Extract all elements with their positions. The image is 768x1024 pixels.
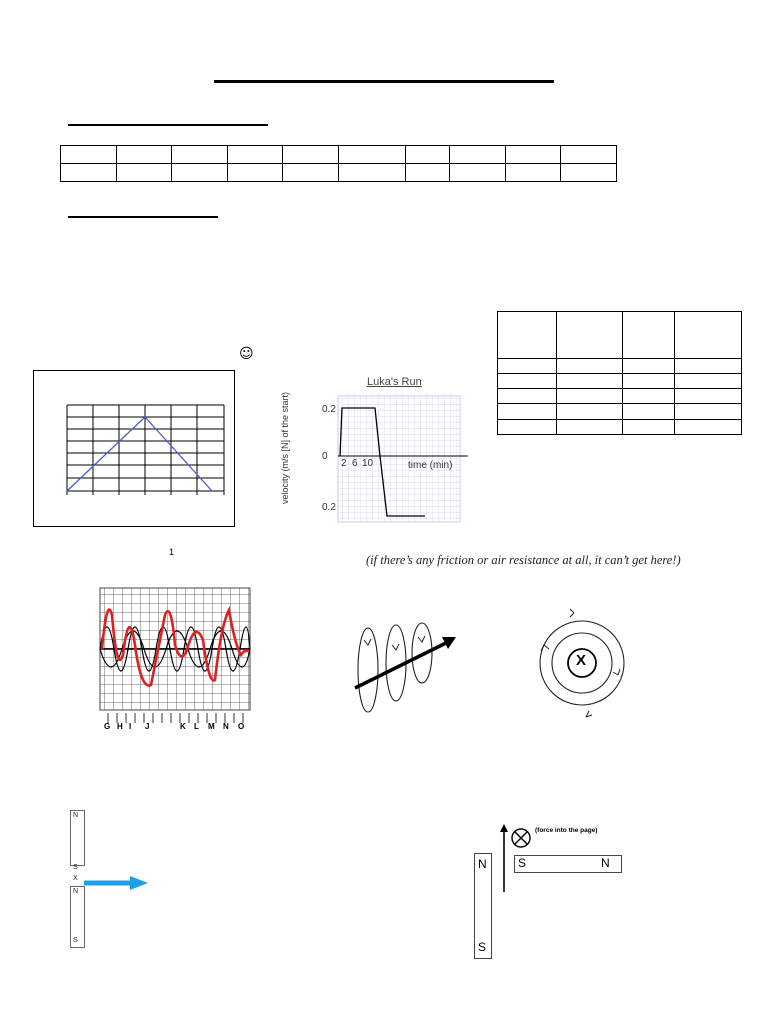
- luka-ytick-bottom: 0.2: [322, 502, 336, 513]
- wave-label-m: M: [208, 722, 215, 731]
- field-center-x: X: [576, 652, 587, 669]
- right-magnet-horizontal-s: S: [518, 856, 527, 870]
- luka-ytick-top: 0.2: [322, 404, 336, 415]
- answer-table-2: [497, 311, 742, 435]
- right-magnet-vertical-n: N: [478, 857, 487, 871]
- tick-mark: 1: [169, 547, 175, 557]
- wire-field-diagram: [350, 615, 465, 720]
- wave-label-i: I: [129, 722, 132, 731]
- section-1-underline: [68, 124, 268, 126]
- luka-chart-title: Luka's Run: [367, 376, 422, 388]
- wire-arrow: [355, 642, 448, 688]
- wave-label-g: G: [104, 722, 111, 731]
- luka-chart-ylabel: velocity (m/s [N] of the start): [280, 391, 290, 505]
- wave-label-h: H: [117, 722, 123, 731]
- luka-ytick-zero: 0: [322, 451, 328, 462]
- smiley-face: ☺: [239, 346, 254, 362]
- wave-label-j: J: [145, 722, 150, 731]
- wave-label-l: L: [194, 722, 199, 731]
- wave-chart: [95, 585, 255, 725]
- title-underline: [214, 80, 554, 83]
- luka-xtick-6: 6: [352, 458, 358, 469]
- left-magnet-bottom-s: S: [73, 937, 78, 944]
- friction-note: (if there’s any friction or air resistance at all, it can’t get here!): [366, 553, 681, 567]
- luka-xtick-10: 10: [362, 458, 374, 469]
- right-magnet-horizontal-n: N: [601, 856, 610, 870]
- luka-chart-xlabel: time (min): [408, 460, 453, 471]
- left-magnet-top-n: N: [73, 812, 79, 819]
- left-magnet-top-s: S: [73, 864, 78, 871]
- left-magnet-bottom-n: N: [73, 888, 79, 895]
- force-label: (force into the page): [535, 827, 598, 834]
- luka-xtick-2: 2: [341, 458, 347, 469]
- right-magnet-vertical-s: S: [478, 940, 487, 954]
- force-arrow: [498, 822, 510, 892]
- wave-label-k: K: [180, 722, 186, 731]
- triangle-chart: [60, 400, 230, 500]
- wave-label-o: O: [238, 722, 245, 731]
- cyan-arrow: [84, 874, 154, 892]
- wave-label-n: N: [223, 722, 229, 731]
- force-into-page-symbol: [510, 827, 532, 849]
- left-magnet-mid-x: X: [73, 875, 78, 882]
- answer-table-1: [60, 145, 617, 182]
- luka-chart: [330, 392, 470, 524]
- triangle-chart-line: [67, 417, 212, 491]
- section-2-underline: [68, 216, 218, 218]
